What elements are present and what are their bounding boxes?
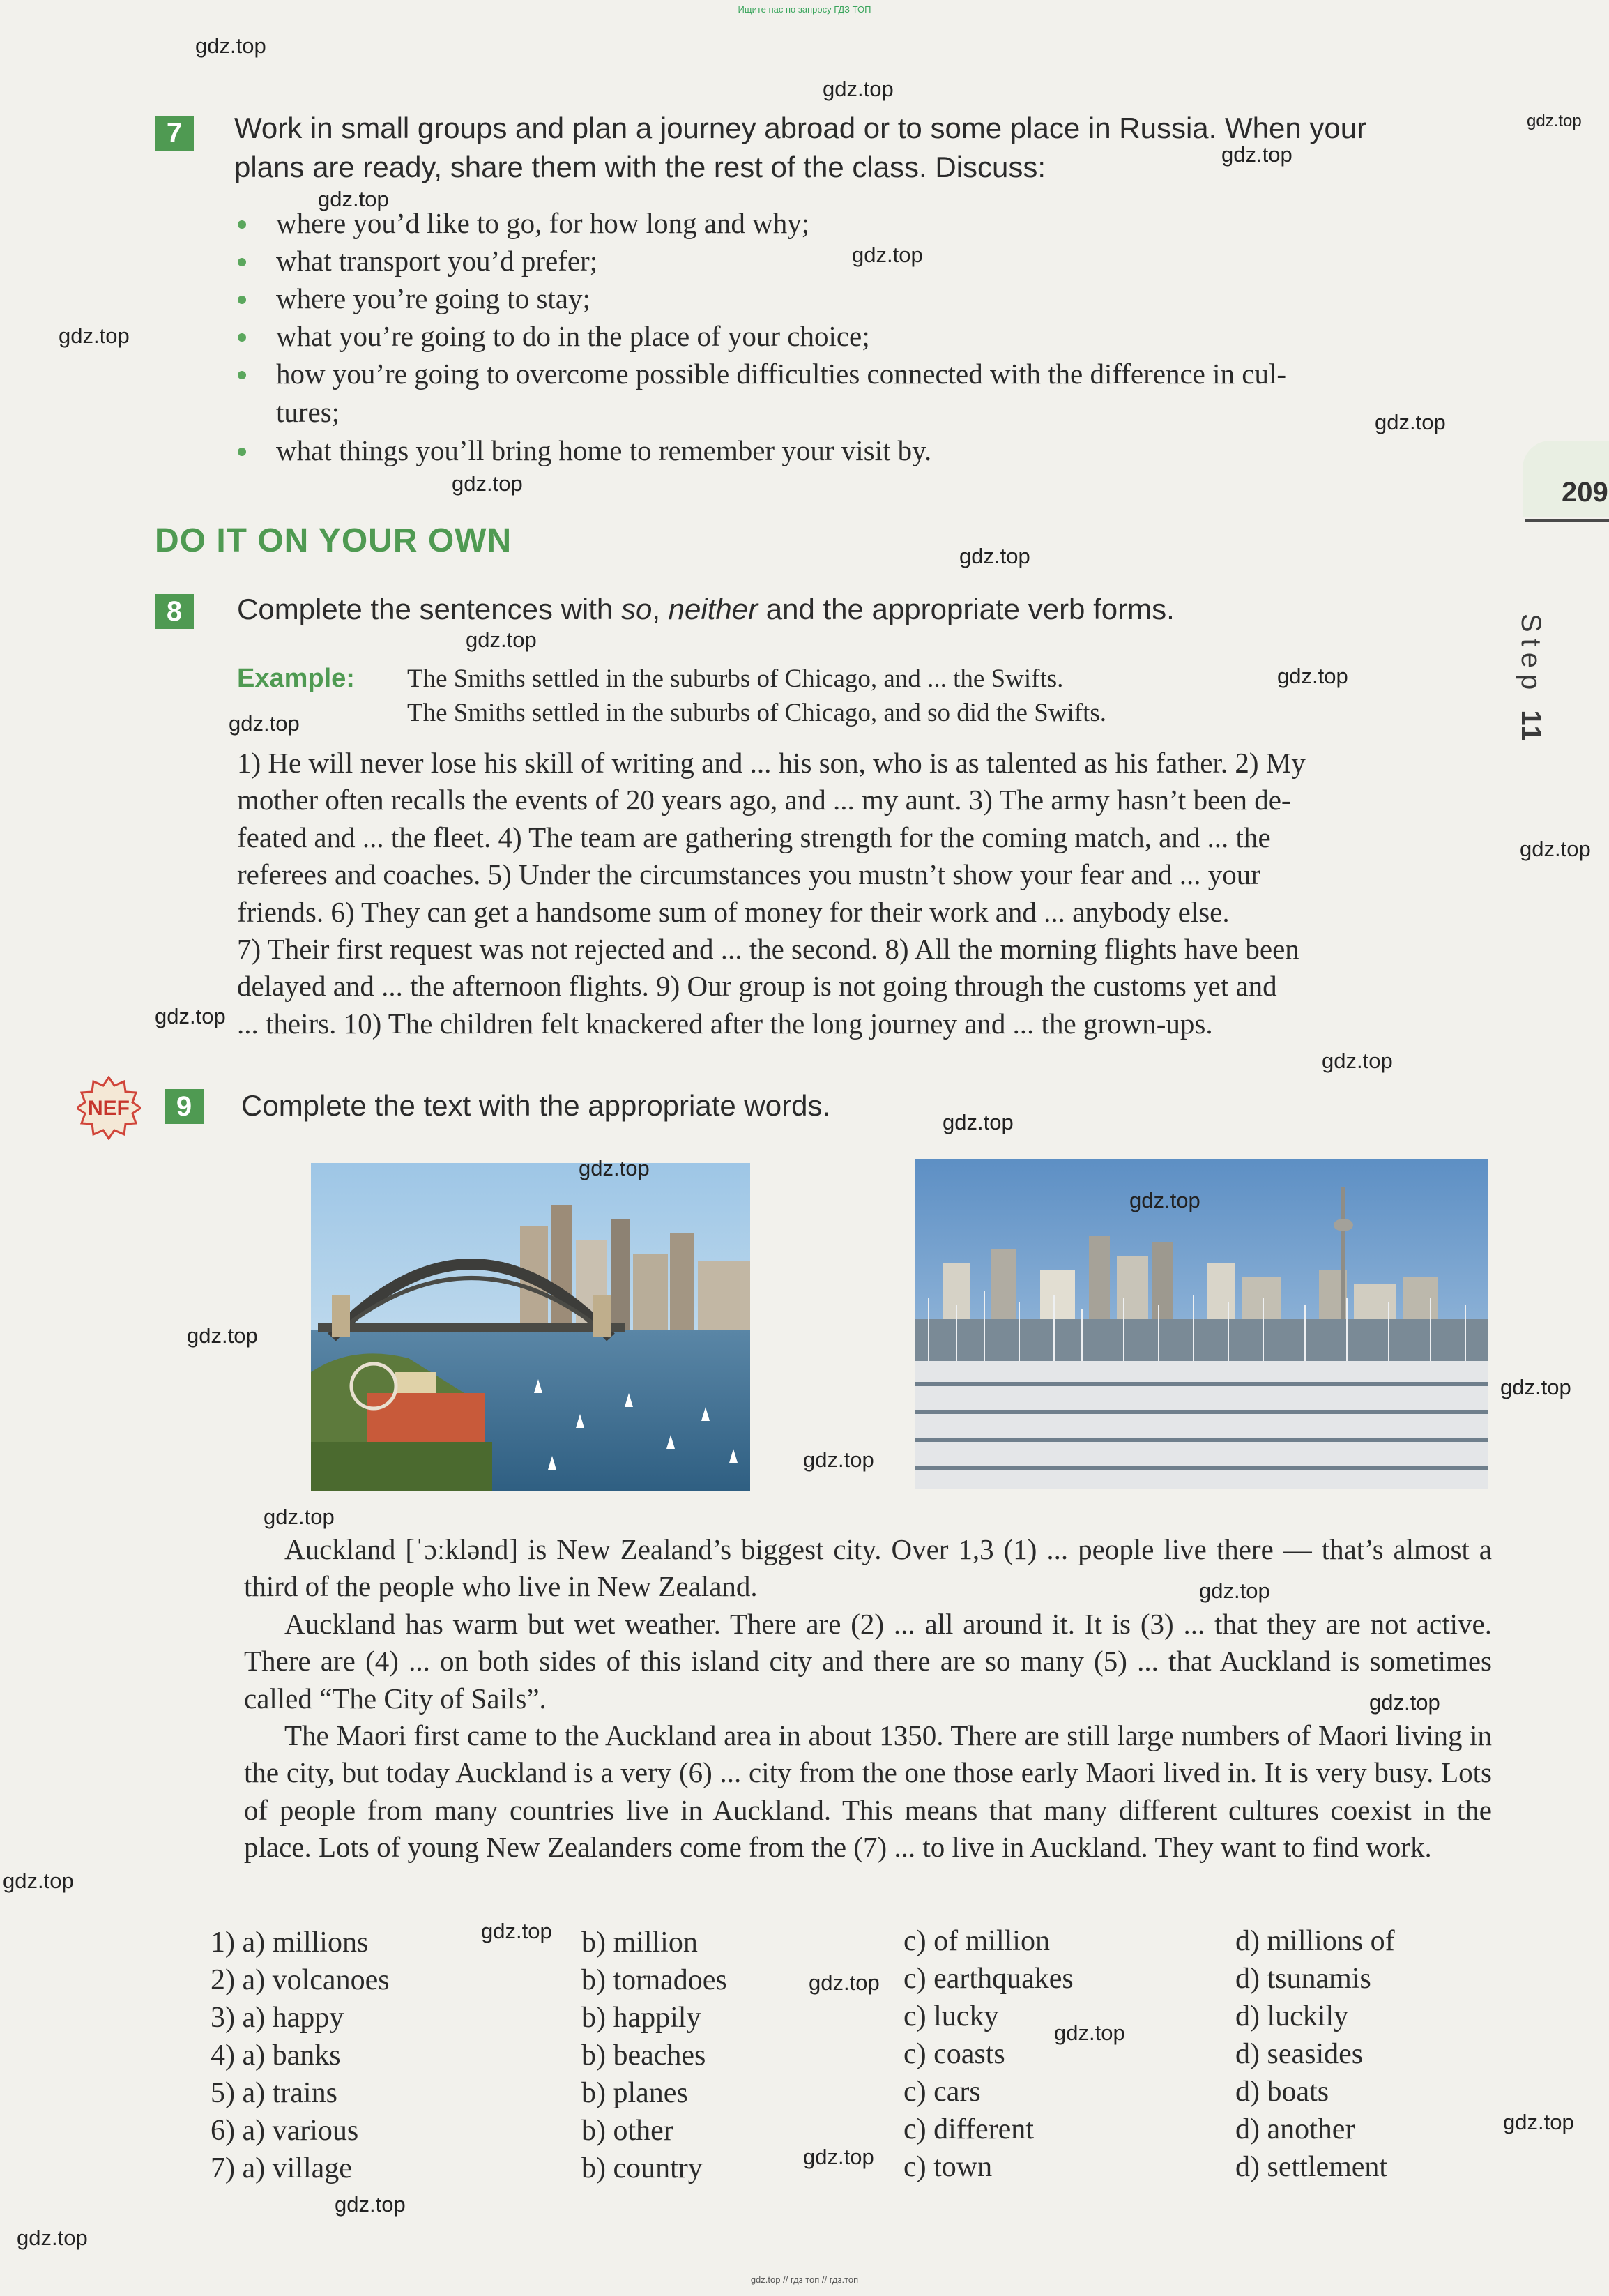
watermark: gdz.top [229, 711, 300, 736]
step-label: Step 11 [1516, 614, 1546, 743]
option: b) million [581, 1926, 698, 1959]
example-line-2: The Smiths settled in the suburbs of Chicago, and so did the Swifts. [407, 699, 1107, 727]
section-heading: DO IT ON YOUR OWN [155, 522, 512, 559]
exercise-8-number: 8 [155, 594, 194, 629]
option: 4) a) banks [211, 2039, 341, 2071]
text-paragraph: Auckland has warm but wet weather. There are (2) ... all around it. It is (3) ... that they are not active. There are (4) ... on both sides of this island city and there are so many (5) ... that Auckland is sometimes called “The City of Sails”. [244, 1607, 1492, 1715]
option: d) another [1235, 2113, 1355, 2145]
watermark: gdz.top [809, 1970, 880, 1995]
watermark: gdz.top [579, 1156, 650, 1180]
watermark: gdz.top [466, 628, 537, 652]
exercise-8-instruction: Complete the sentences with so, neither and the appropriate verb forms. [237, 593, 1175, 625]
watermark: gdz.top [1375, 410, 1446, 434]
bullet-icon [238, 448, 246, 456]
top-note: Ищите нас по запросу ГДЗ ТОП [738, 4, 871, 15]
option: b) beaches [581, 2039, 706, 2071]
option: 2) a) volcanoes [211, 1964, 390, 1996]
watermark: gdz.top [187, 1323, 258, 1348]
exercise-9-instruction: Complete the text with the appropriate words. [241, 1089, 831, 1122]
watermark: gdz.top [1129, 1188, 1200, 1212]
page-tab-rule [1525, 519, 1609, 522]
option: b) happily [581, 2002, 701, 2034]
exercise-7-bullet: how you’re going to overcome possible difficulties connected with the difference in cul- [276, 358, 1286, 390]
exercise-7-number: 7 [155, 116, 194, 151]
bullet-icon [238, 371, 246, 379]
exercise-7-bullet: what you’re going to do in the place of your choice; [276, 320, 870, 352]
watermark: gdz.top [1503, 2110, 1574, 2134]
watermark: gdz.top [481, 1919, 552, 1943]
watermark: gdz.top [1527, 112, 1582, 130]
example-line-1: The Smiths settled in the suburbs of Chicago, and ... the Swifts. [407, 664, 1064, 693]
exercise-7-bullet: what things you’ll bring home to remember your visit by. [276, 434, 932, 466]
watermark: gdz.top [943, 1110, 1014, 1134]
option: c) lucky [903, 2000, 999, 2032]
watermark: gdz.top [1277, 664, 1348, 688]
option: d) luckily [1235, 2000, 1349, 2032]
watermark: gdz.top [959, 544, 1030, 568]
option: 7) a) village [211, 2152, 352, 2184]
option: d) settlement [1235, 2151, 1388, 2183]
bullet-icon [238, 296, 246, 304]
exercise-9-text [244, 1531, 1492, 1867]
option: d) millions of [1235, 1925, 1395, 1957]
watermark: gdz.top [318, 187, 389, 211]
exercise-7-bullet-continued: tures; [276, 396, 340, 428]
watermark: gdz.top [1520, 837, 1591, 861]
marina-photo [915, 1159, 1488, 1489]
nef-badge-icon [77, 1076, 141, 1140]
option: c) town [903, 2151, 993, 2183]
watermark: gdz.top [803, 1447, 874, 1472]
exercise-7-instruction-line-1: Work in small groups and plan a journey abroad or to some place in Russia. When your [234, 112, 1367, 144]
option: b) planes [581, 2077, 688, 2109]
watermark: gdz.top [195, 33, 266, 58]
watermark: gdz.top [59, 324, 130, 348]
exercise-7-bullet: where you’d like to go, for how long and why; [276, 207, 810, 239]
bottom-note: gdz.top // гдз топ // гдз.топ [750, 2274, 859, 2285]
option: c) different [903, 2113, 1034, 2145]
bullet-icon [238, 220, 246, 229]
text-paragraph: Auckland [ˈɔːklənd] is New Zealand’s biggest city. Over 1,3 (1) ... people live there — that’s almost a third of the people who live in New Zealand. [244, 1533, 1492, 1603]
watermark: gdz.top [1369, 1690, 1440, 1715]
watermark: gdz.top [1221, 142, 1292, 167]
watermark: gdz.top [823, 77, 894, 101]
bullet-icon [238, 333, 246, 342]
watermark: gdz.top [264, 1505, 335, 1529]
option: 3) a) happy [211, 2002, 344, 2034]
option: b) tornadoes [581, 1964, 727, 1996]
watermark: gdz.top [335, 2192, 406, 2217]
option: b) other [581, 2115, 673, 2147]
bullet-icon [238, 258, 246, 266]
watermark: gdz.top [852, 243, 923, 267]
option: 6) a) various [211, 2115, 359, 2147]
svg-text:NEF: NEF [88, 1097, 130, 1120]
option: c) of million [903, 1925, 1050, 1957]
watermark: gdz.top [3, 1869, 74, 1893]
option: 5) a) trains [211, 2077, 337, 2109]
option: d) tsunamis [1235, 1963, 1371, 1995]
watermark: gdz.top [1054, 2021, 1125, 2045]
option: b) country [581, 2152, 703, 2184]
option: d) boats [1235, 2076, 1329, 2108]
watermark: gdz.top [1322, 1049, 1393, 1073]
example-label: Example: [237, 664, 355, 693]
option: 1) a) millions [211, 1926, 369, 1959]
exercise-7-bullet: where you’re going to stay; [276, 282, 590, 314]
watermark: gdz.top [803, 2145, 874, 2169]
text-paragraph: The Maori first came to the Auckland area in about 1350. There are still large numbers of Maori living in the city, but today Auckland is a very (6) ... city from the one those early Maori lived in. It is very busy. Lots of people from many countries live in Auckland. This means that many different cultures coexist in the place. Lots of young New Zealanders come from the (7) ... to live in Auckland. They want to find work. [244, 1719, 1492, 1864]
watermark: gdz.top [452, 471, 523, 496]
option: d) seasides [1235, 2038, 1364, 2070]
exercise-7-instruction-line-2: plans are ready, share them with the rest of the class. Discuss: [234, 151, 1046, 183]
option: c) cars [903, 2076, 981, 2108]
watermark: gdz.top [17, 2226, 88, 2250]
option: c) coasts [903, 2038, 1005, 2070]
watermark: gdz.top [155, 1004, 226, 1028]
exercise-8-sentences: 1) He will never lose his skill of writing and ... his son, who is as talented as his father. 2) My mother often recalls the events of 20 years ago, and ... my aunt. 3) The army hasn’t been de- feated and ... the fleet. 4) The team are gathering strength for the coming match, and ... the referees and coaches. 5) Under the circumstances you mustn’t show your fear and ... your friends. 6) They can get a handsome sum of money for their work and ... anybody else. 7) Their first request was not rejected and ... the second. 8) All the morning flights have been delayed and ... the afternoon flights. 9) Our group is not going through the customs yet and ... theirs. 10) The children felt knackered after the long journey and ... the grown-ups. [237, 747, 1306, 1040]
watermark: gdz.top [1199, 1579, 1270, 1603]
exercise-9-number: 9 [165, 1089, 204, 1124]
harbour-bridge-photo [311, 1163, 750, 1491]
option: c) earthquakes [903, 1963, 1074, 1995]
watermark: gdz.top [1500, 1375, 1571, 1399]
page-number: 209 [1562, 477, 1608, 508]
exercise-7-bullet: what transport you’d prefer; [276, 245, 598, 277]
